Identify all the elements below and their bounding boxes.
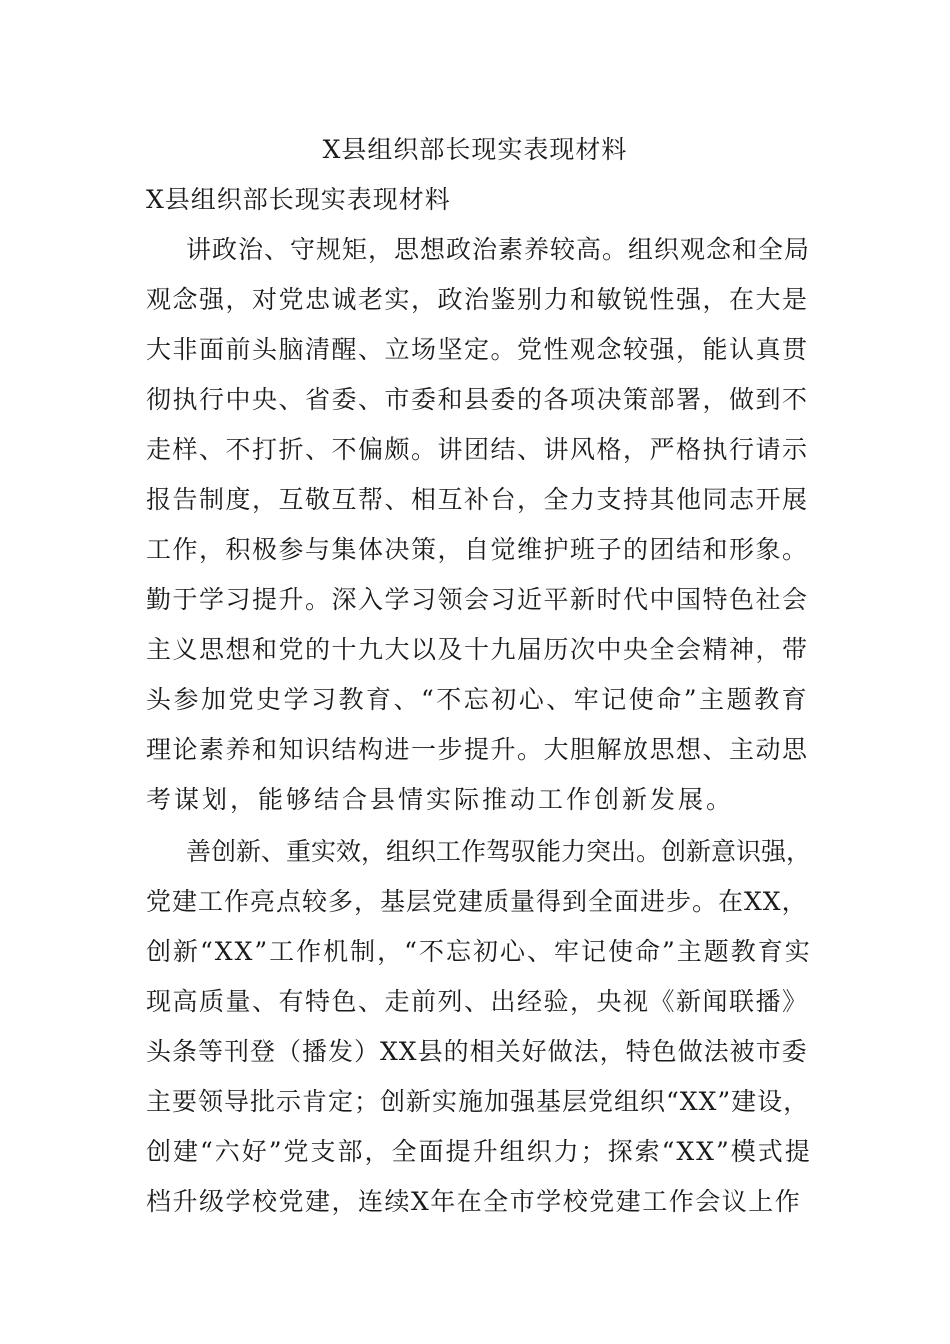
paragraph-2-line: 创新“XX”工作机制，“不忘初心、牢记使命”主题教育实 — [146, 937, 812, 966]
paragraph-1-line: 讲政治、守规矩，思想政治素养较高。组织观念和全局 — [186, 235, 811, 264]
paragraph-2-line: 善创新、重实效，组织工作驾驭能力突出。创新意识强， — [186, 837, 812, 866]
paragraph-1-line: 考谋划，能够结合县情实际推动工作创新发展。 — [146, 785, 735, 814]
paragraph-1-line: 观念强，对党忠诚老实，政治鉴别力和敏锐性强，在大是 — [146, 285, 809, 314]
paragraph-2-line: 头条等刊登（播发）XX县的相关好做法，特色做法被市委 — [146, 1037, 808, 1066]
paragraph-2-line: 现高质量、有特色、走前列、出经验，央视《新闻联播》 — [146, 987, 809, 1016]
paragraph-1-line: 主义思想和党的十九大以及十九届历次中央全会精神，带 — [146, 635, 809, 664]
paragraph-2-line: 党建工作亮点较多，基层党建质量得到全面进步。在XX， — [146, 887, 808, 916]
document-subtitle: X县组织部长现实表现材料 — [146, 185, 451, 214]
paragraph-1-line: 理论素养和知识结构进一步提升。大胆解放思想、主动思 — [146, 735, 809, 764]
paragraph-1-line: 走样、不打折、不偏颇。讲团结、讲风格，严格执行请示 — [146, 435, 809, 464]
paragraph-1-line: 工作，积极参与集体决策，自觉维护班子的团结和形象。 — [146, 535, 809, 564]
document-title: X县组织部长现实表现材料 — [322, 135, 628, 164]
paragraph-2-line: 档升级学校党建，连续X年在全市学校党建工作会议上作 — [146, 1187, 802, 1216]
paragraph-1-line: 报告制度，互敬互帮、相互补台，全力支持其他同志开展 — [146, 485, 809, 514]
paragraph-1-line: 大非面前头脑清醒、立场坚定。党性观念较强，能认真贯 — [146, 335, 809, 364]
paragraph-2-line: 主要领导批示肯定；创新实施加强基层党组织“XX”建设， — [146, 1087, 810, 1116]
paragraph-1-line: 头参加党史学习教育、“不忘初心、牢记使命”主题教育 — [146, 685, 810, 714]
paragraph-1-line: 彻执行中央、省委、市委和县委的各项决策部署，做到不 — [146, 385, 809, 414]
paragraph-1-line: 勤于学习提升。深入学习领会习近平新时代中国特色社会 — [146, 585, 809, 614]
paragraph-2-line: 创建“六好”党支部，全面提升组织力；探索“XX”模式提 — [146, 1137, 812, 1166]
